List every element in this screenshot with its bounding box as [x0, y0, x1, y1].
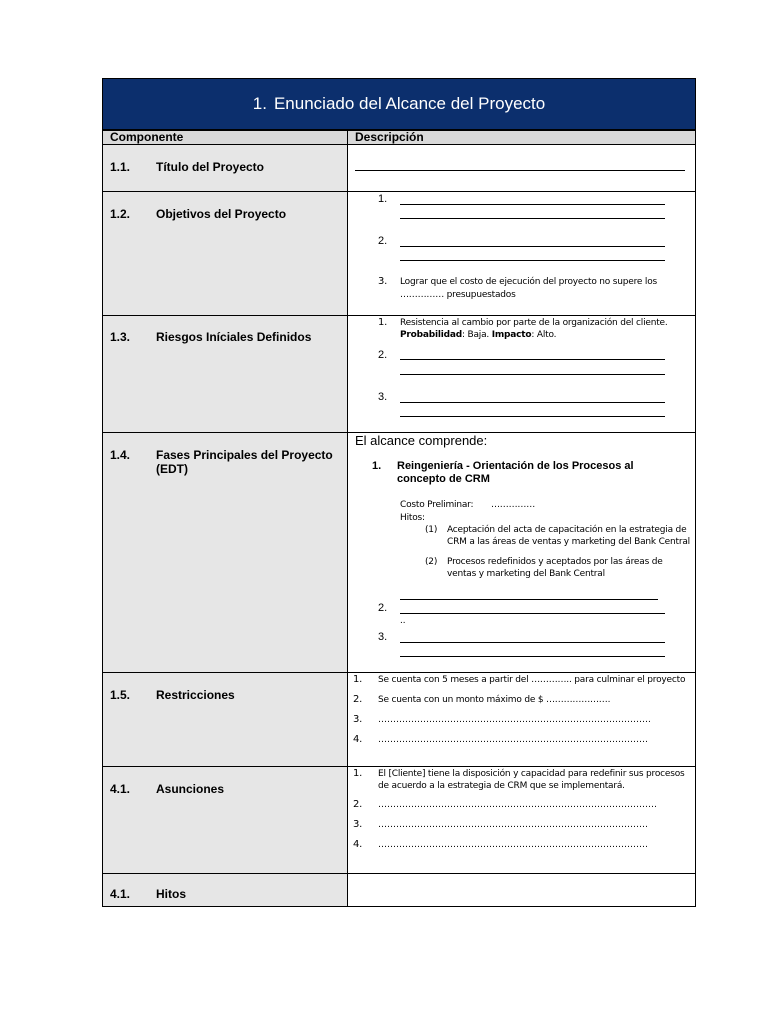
- blank-line: [400, 656, 665, 657]
- phase-title: Reingeniería - Orientación de los Procesos al concepto de CRM: [397, 460, 634, 485]
- list-number: 2.: [378, 235, 388, 247]
- list-number: 2.: [378, 602, 388, 614]
- stray-dots: ..: [400, 615, 406, 626]
- row-number: 1.2.: [110, 207, 131, 221]
- impact-label: Impacto: [491, 330, 532, 340]
- list-number: 4.: [353, 839, 363, 850]
- list-number: 2.: [353, 694, 363, 705]
- list-number: 3.: [378, 276, 388, 287]
- row-titulo-left: [102, 144, 348, 192]
- blank-line: [400, 416, 665, 417]
- blank-line: [400, 260, 665, 261]
- list-text: ……………………………………………………………………………….: [378, 715, 651, 725]
- list-text: Se cuenta con un monto máximo de $ ………………….: [378, 695, 611, 705]
- row-hitos-left: [102, 873, 348, 907]
- title-number: 1.: [252, 94, 267, 113]
- list-number: 3.: [353, 714, 363, 725]
- list-number: 3.: [378, 391, 388, 403]
- row-objetivos-right: [347, 191, 696, 316]
- list-text: ………………………………………………………………………………: [378, 820, 648, 830]
- blank-line: [400, 246, 665, 247]
- list-number: 1.: [378, 317, 388, 328]
- cost-label: Costo Preliminar:: [400, 500, 474, 510]
- list-text: …………………………………………………………………………………: [378, 800, 657, 810]
- blank-line: [400, 204, 665, 205]
- row-objetivos-left: [102, 191, 348, 316]
- blank-line: [400, 599, 658, 600]
- list-number: 1.: [353, 768, 363, 779]
- row-fases-left: [102, 432, 348, 673]
- header-descripcion: Descripción: [347, 130, 696, 145]
- row-label: Objetivos del Proyecto: [156, 207, 287, 221]
- probability-label: Probabilidad: [400, 330, 462, 340]
- list-text-cont: …………… presupuestados: [400, 290, 516, 300]
- row-hitos-right: [347, 873, 696, 907]
- row-number: 1.1.: [110, 160, 131, 174]
- row-restricciones-left: [102, 672, 348, 767]
- row-number: 1.4.: [110, 448, 131, 462]
- hito-text: Aceptación del acta de capacitación en la estrategia de CRM a las áreas de ventas y marketing del Bank Central: [447, 525, 690, 547]
- title-text: Enunciado del Alcance del Proyecto: [273, 94, 546, 113]
- hitos-label: Hitos:: [400, 513, 425, 523]
- list-number: 1.: [378, 193, 388, 205]
- document-title: [102, 78, 696, 130]
- risk-rating: [400, 329, 690, 341]
- row-asunciones-left: [102, 766, 348, 874]
- row-riesgos-right: [347, 315, 696, 433]
- blank-line: [400, 613, 665, 614]
- list-text: Lograr que el costo de ejecución del proyecto no supere los: [400, 277, 658, 287]
- row-asunciones-right: [347, 766, 696, 874]
- list-number: 3.: [353, 819, 363, 830]
- probability-value: : Baja.: [462, 330, 490, 340]
- row-number: 1.5.: [110, 688, 131, 702]
- row-label: Asunciones: [156, 782, 225, 796]
- list-text: Resistencia al cambio por parte de la organización del cliente.: [400, 318, 668, 328]
- list-number: 4.: [353, 734, 363, 745]
- impact-value: : Alto.: [531, 330, 557, 340]
- scope-intro: El alcance comprende:: [355, 433, 488, 448]
- cost-value: ……………: [491, 500, 536, 510]
- row-fases-right: [347, 432, 696, 673]
- list-text: El [Cliente] tiene la disposición y capacidad para redefinir sus procesos: [378, 769, 685, 779]
- row-label: Riesgos Iníciales Definidos: [156, 330, 312, 344]
- list-number: 1.: [353, 674, 363, 685]
- list-text-cont: de acuerdo a la estrategia de CRM que se implementará.: [378, 781, 625, 791]
- row-number: 4.1.: [110, 887, 131, 901]
- row-riesgos-left: [102, 315, 348, 433]
- row-restricciones-right: [347, 672, 696, 767]
- phase-number: 1.: [372, 460, 382, 472]
- row-titulo-right: [347, 144, 696, 192]
- hito-number: (1): [425, 525, 438, 535]
- blank-line: [400, 402, 665, 403]
- list-text: ………………………………………………………………………………: [378, 840, 648, 850]
- blank-line: [400, 642, 665, 643]
- list-number: 2.: [378, 349, 388, 361]
- list-number: 2.: [353, 799, 363, 810]
- header-componente: Componente: [102, 130, 348, 145]
- blank-line: [400, 374, 665, 375]
- row-number: 1.3.: [110, 330, 131, 344]
- list-number: 3.: [378, 631, 388, 643]
- list-text: ………………………………………………………………………………: [378, 735, 648, 745]
- list-text: Se cuenta con 5 meses a partir del ………….. para culminar el proyecto: [378, 675, 686, 685]
- hito-number: (2): [425, 557, 438, 567]
- hito-text: Procesos redefinidos y aceptados por las áreas de ventas y marketing del Bank Central: [447, 557, 663, 579]
- blank-line: [355, 170, 685, 171]
- row-label: Restricciones: [156, 688, 235, 702]
- row-label: Hitos: [156, 887, 186, 901]
- blank-line: [400, 218, 665, 219]
- row-label: Fases Principales del Proyecto (EDT): [156, 448, 333, 476]
- blank-line: [400, 359, 665, 360]
- row-label: Título del Proyecto: [156, 160, 265, 174]
- row-number: 4.1.: [110, 782, 131, 796]
